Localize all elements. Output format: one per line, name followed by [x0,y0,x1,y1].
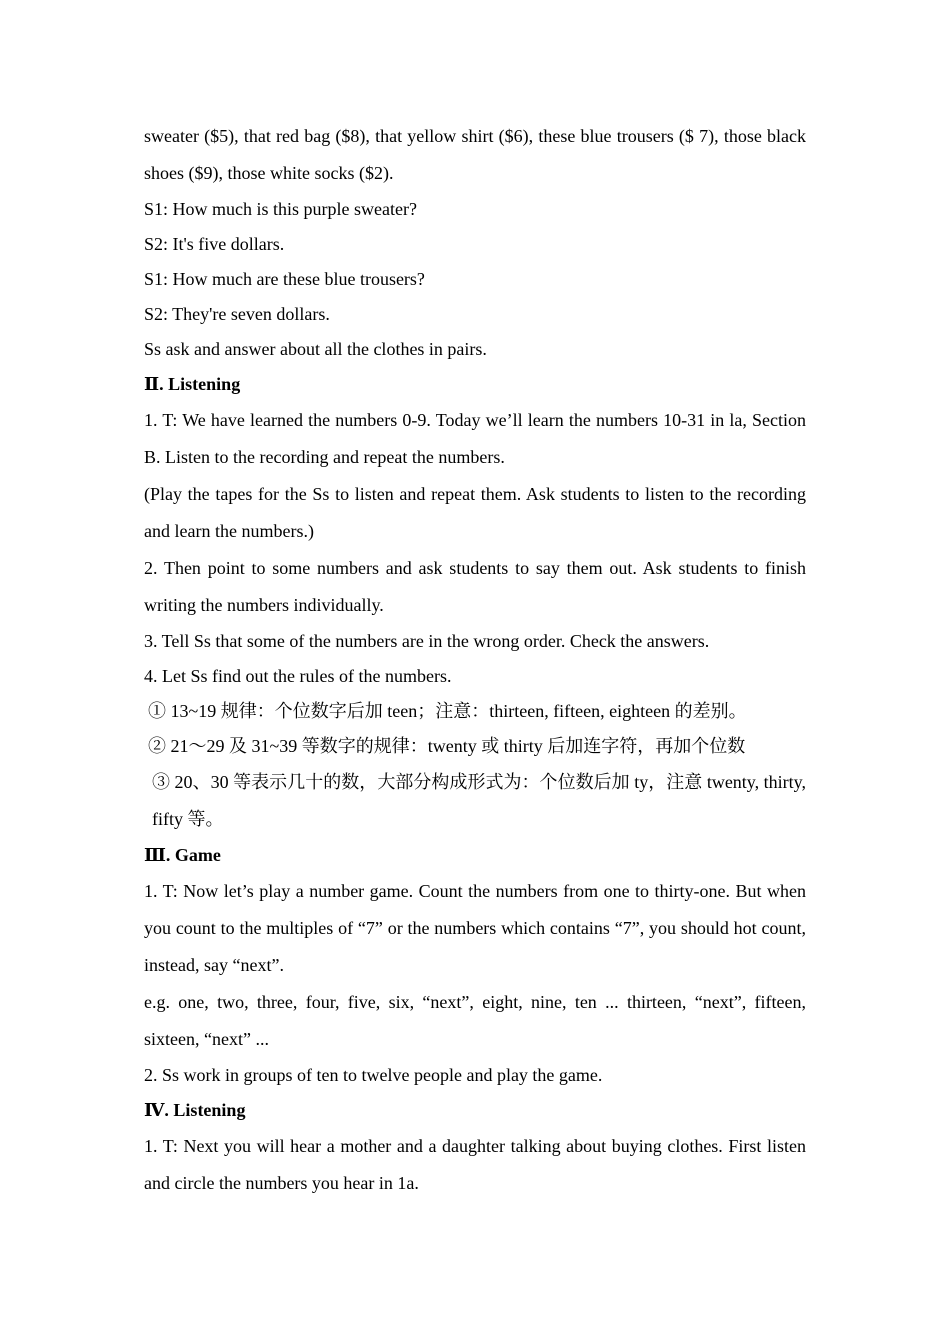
number-rule-2: ② 21～29 及 31~39 等数字的规律：twenty 或 thirty 后加连字符，再加个位数 [148,736,746,756]
listening-4-step-1: 1. T: Next you will hear a mother and a daughter talking about buying clothes. First listen and circle the numbers you hear in 1a. [144,1136,806,1193]
listening-step-4: 4. Let Ss find out the rules of the numbers. [144,666,452,686]
game-example: e.g. one, two, three, four, five, six, “next”, eight, nine, ten ... thirteen, “next”, fifteen, sixteen, “next” ... [144,992,806,1049]
dialogue-line-3: S1: How much are these blue trousers? [144,269,425,289]
document-body [144,118,806,1202]
section-heading-listening-4: Ⅳ. Listening [144,1100,246,1120]
listening-step-3: 3. Tell Ss that some of the numbers are in the wrong order. Check the answers. [144,631,710,651]
dialogue-line-1: S1: How much is this purple sweater? [144,199,417,219]
paragraph-clothes-prices: sweater ($5), that red bag ($8), that yellow shirt ($6), these blue trousers ($ 7), those black shoes ($9), those white socks ($2). [144,126,806,183]
listening-step-1: 1. T: We have learned the numbers 0-9. Today we’ll learn the numbers 10-31 in la, Section B. Listen to the recording and repeat the numbers. [144,410,806,467]
section-heading-game: Ⅲ. Game [144,845,221,865]
paragraph-pair-work: Ss ask and answer about all the clothes in pairs. [144,339,487,359]
number-rule-1: ① 13~19 规律：个位数字后加 teen；注意：thirteen, fifteen, eighteen 的差别。 [148,701,747,721]
game-step-1: 1. T: Now let’s play a number game. Count the numbers from one to thirty-one. But when you count to the multiples of “7” or the numbers which contains “7”, you should hot count, instead, say “next”. [144,881,806,975]
listening-note: (Play the tapes for the Ss to listen and repeat them. Ask students to listen to the recording and learn the numbers.) [144,484,806,541]
dialogue-line-4: S2: They're seven dollars. [144,304,330,324]
dialogue-line-2: S2: It's five dollars. [144,234,285,254]
listening-step-2: 2. Then point to some numbers and ask students to say them out. Ask students to finish writing the numbers individually. [144,558,806,615]
game-step-2: 2. Ss work in groups of ten to twelve people and play the game. [144,1065,603,1085]
number-rule-3: ③ 20、30 等表示几十的数，大部分构成形式为：个位数后加 ty，注意 twenty, thirty, fifty 等。 [152,772,806,829]
section-heading-listening-2: Ⅱ. Listening [144,374,241,394]
